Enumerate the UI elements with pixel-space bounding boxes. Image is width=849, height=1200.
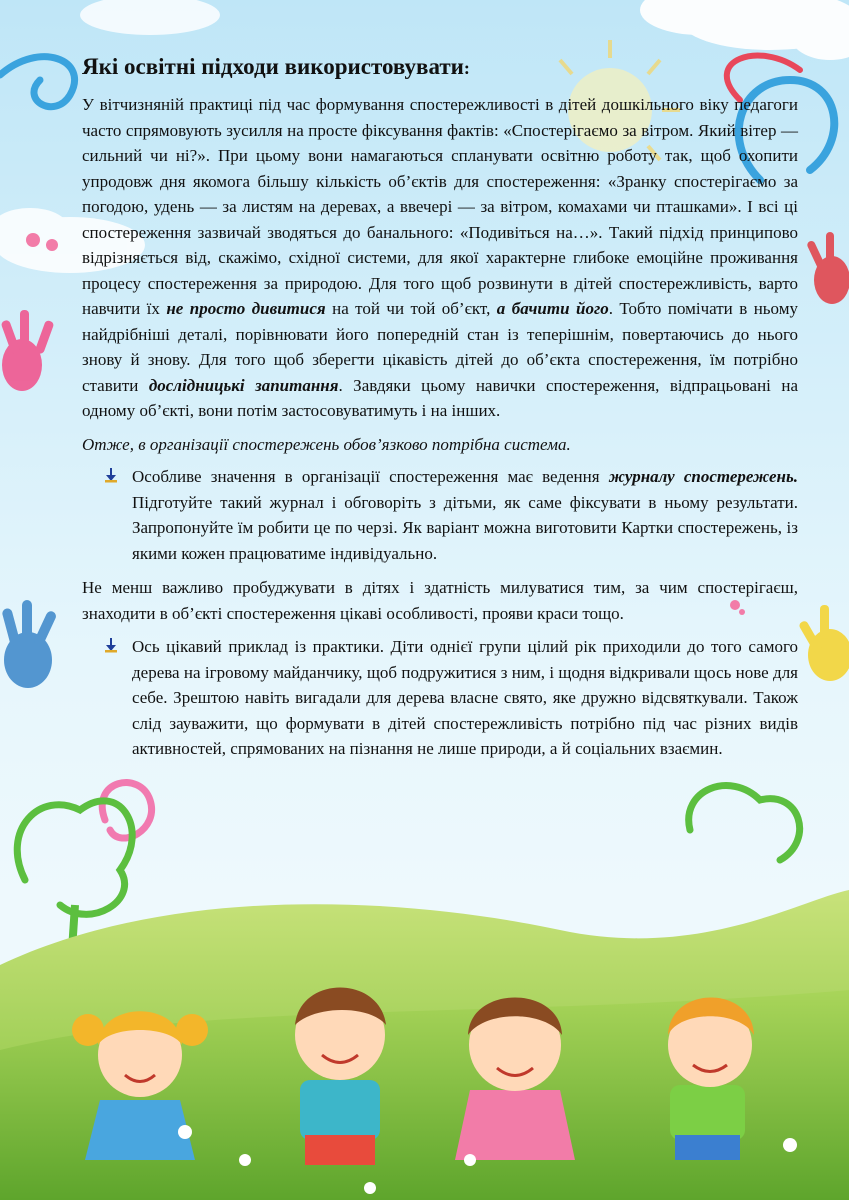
paragraph-intro-text-1: У вітчизняній практиці під час формування спостережливості в дітей дошкільного віку педагоги часто спрямовують зусилля на просте фіксування фактів: «Спостерігаємо за вітром. Який вітер — сильний чи ні?». При цьому вони намагаються спланувати освітню роботу так, щоб охопити упродовж дня якомога більшу кількість об’єктів для спостереження: «Зранку спостерігаємо за погодою, удень — за листям на деревах, а ввечері — за вітром, комахами чи пташками». І всі ці спостереження зазвичай зводяться до банального: «Подивіться на…». Такий підхід принципово відрізняється від, скажімо, східної системи, для якої характерне глибоке емоційне проживання процесу спостереження за природою. Для того щоб розвинути в дітей спостережливість, варто навчити їх [82, 95, 798, 318]
paragraph-intro [82, 92, 798, 424]
example-text: Ось цікавий приклад із практики. Діти однієї групи цілий рік приходили до того самого дерева на ігровому майданчику, щоб подружитися з ним, і щодня відкривали щось нове для себе. Зрештою навіть вигадали для дерева власне свято, яке дружно відсвяткували. Також слід зауважити, що формувати в дітей спостережливість потрібно під час різних видів активностей, спрямованих на пізнання не лише природи, а й соціальних взаємин. [132, 637, 798, 758]
emphasis-but-see: а бачити його [496, 299, 609, 318]
list-item-example [132, 634, 798, 762]
emphasis-observation-journal: журналу спостережень. [608, 467, 798, 486]
heading-text: Які освітні підходи використовувати [82, 54, 464, 79]
list-item-journal [132, 464, 798, 566]
bullet-list-1 [82, 464, 798, 566]
paragraph-intro-text-2: на той чи той об’єкт, [325, 299, 497, 318]
arrow-bullet-icon [103, 637, 119, 653]
journal-text-2: Підготуйте такий журнал і обговоріть з дітьми, як саме фіксувати в ньому результати. Запропонуйте їм робити це по черзі. Як варіант можна виготовити Картки спостережень, із якими кожен працюватиме індивідуально. [132, 492, 798, 563]
italic-conclusion: Отже, в організації спостережень обов’язково потрібна система. [82, 434, 571, 454]
paragraph-intro-text-3: . Тобто помічати в ньому найдрібніші деталі, порівнювати його попередній стан із теперішнім, повертаючись до нього знову й знову. Для того щоб зберегти цікавість дітей до об’єкта спостереження, їм потрібно ставити [82, 299, 798, 395]
emphasis-not-just-look: не просто дивитися [166, 299, 326, 318]
article-heading [82, 52, 798, 83]
bullet-list-2 [82, 634, 798, 762]
emphasis-research-questions: дослідницькі запитання [148, 375, 339, 395]
article [82, 52, 798, 771]
paragraph-intro-text-4: . Завдяки цьому навички спостереження, відпрацьовані на одному об’єкті, вони потім застосовуватимуть і на інших. [82, 375, 798, 420]
heading-colon: : [463, 58, 470, 78]
arrow-bullet-icon [103, 467, 119, 483]
journal-text-1: Особливе значення в організації спостереження має ведення [132, 467, 609, 486]
paragraph-admire: Не менш важливо пробуджувати в дітях і здатність милуватися тим, за чим спостерігаєш, знаходити в об’єкті спостереження цікаві особливості, прояви краси тощо. [82, 578, 798, 623]
